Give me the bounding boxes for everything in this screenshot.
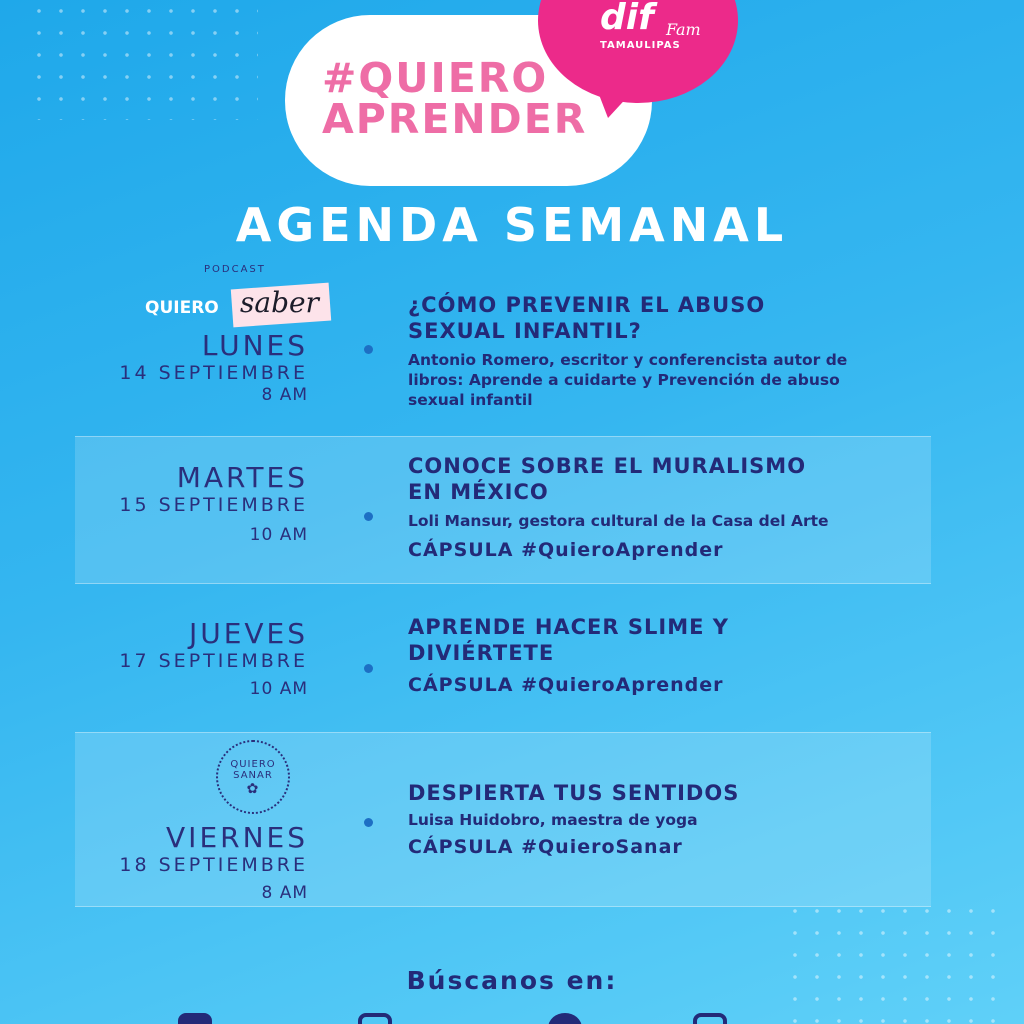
schedule-day-block	[58, 330, 308, 406]
day-name: LUNES	[201, 329, 308, 362]
event-title: ¿CÓMO PREVENIR EL ABUSO SEXUAL INFANTIL?	[408, 293, 766, 343]
day-name: MARTES	[176, 461, 308, 494]
day-date: 18 SEPTIEMBRE	[119, 854, 308, 876]
day-date: 17 SEPTIEMBRE	[119, 650, 308, 672]
dif-logo-state: TAMAULIPAS	[600, 40, 681, 51]
schedule-event	[408, 292, 908, 410]
day-date: 14 SEPTIEMBRE	[119, 362, 308, 384]
schedule-day-block	[58, 618, 308, 700]
event-title: CONOCE SOBRE EL MURALISMO EN MÉXICO	[408, 454, 807, 504]
dif-logo-suffix: Fam	[666, 20, 701, 39]
event-description: Loli Mansur, gestora cultural de la Casa del Arte	[408, 512, 829, 530]
flower-icon: ✿	[246, 781, 260, 797]
timeline-dot	[364, 664, 373, 673]
event-capsule: CÁPSULA #QuieroAprender	[408, 539, 724, 561]
event-description: Antonio Romero, escritor y conferencista autor de libros: Aprende a cuidarte y Prevención de abuso sexual infantil	[408, 351, 848, 409]
day-time: 10 AM	[249, 679, 308, 699]
day-name: VIERNES	[166, 821, 308, 854]
instagram-icon[interactable]	[693, 1013, 727, 1024]
podcast-quiero-word: QUIERO	[145, 298, 219, 318]
podcast-saber-word: saber	[240, 286, 319, 319]
timeline-dot	[364, 818, 373, 827]
day-time: 10 AM	[249, 525, 308, 545]
timeline-dot	[364, 512, 373, 521]
event-title: DESPIERTA TUS SENTIDOS	[408, 781, 740, 805]
instagram-icon[interactable]	[358, 1013, 392, 1024]
sanar-badge-line1: QUIERO	[230, 759, 276, 770]
dif-bubble-tail	[598, 92, 632, 118]
facebook-icon[interactable]	[178, 1013, 212, 1024]
find-us-label: Búscanos en:	[406, 966, 618, 995]
schedule-day-block	[58, 462, 308, 546]
schedule-event	[408, 614, 908, 696]
event-capsule: CÁPSULA #QuieroSanar	[408, 836, 683, 858]
timeline-dot	[364, 345, 373, 354]
sanar-badge-line2: SANAR	[233, 770, 273, 781]
event-title: APRENDE HACER SLIME Y DIVIÉRTETE	[408, 615, 729, 665]
schedule-day-block	[58, 822, 308, 904]
youtube-icon[interactable]	[548, 1013, 582, 1024]
podcast-label: PODCAST	[204, 264, 266, 275]
quiero-sanar-badge	[216, 740, 290, 814]
event-description: Luisa Huidobro, maestra de yoga	[408, 811, 698, 829]
day-time: 8 AM	[261, 883, 308, 903]
decorative-dots-top	[28, 0, 258, 120]
day-name: JUEVES	[188, 617, 308, 650]
day-time: 8 AM	[261, 385, 308, 405]
event-capsule: CÁPSULA #QuieroAprender	[408, 674, 724, 696]
agenda-title: AGENDA SEMANAL	[235, 198, 789, 252]
dif-logo-text: dif	[600, 0, 654, 38]
hashtag-title: #QUIERO APRENDER	[322, 54, 588, 143]
schedule-event	[408, 453, 908, 561]
schedule-event	[408, 780, 908, 858]
decorative-dots-bottom	[784, 900, 1004, 1024]
day-date: 15 SEPTIEMBRE	[119, 494, 308, 516]
